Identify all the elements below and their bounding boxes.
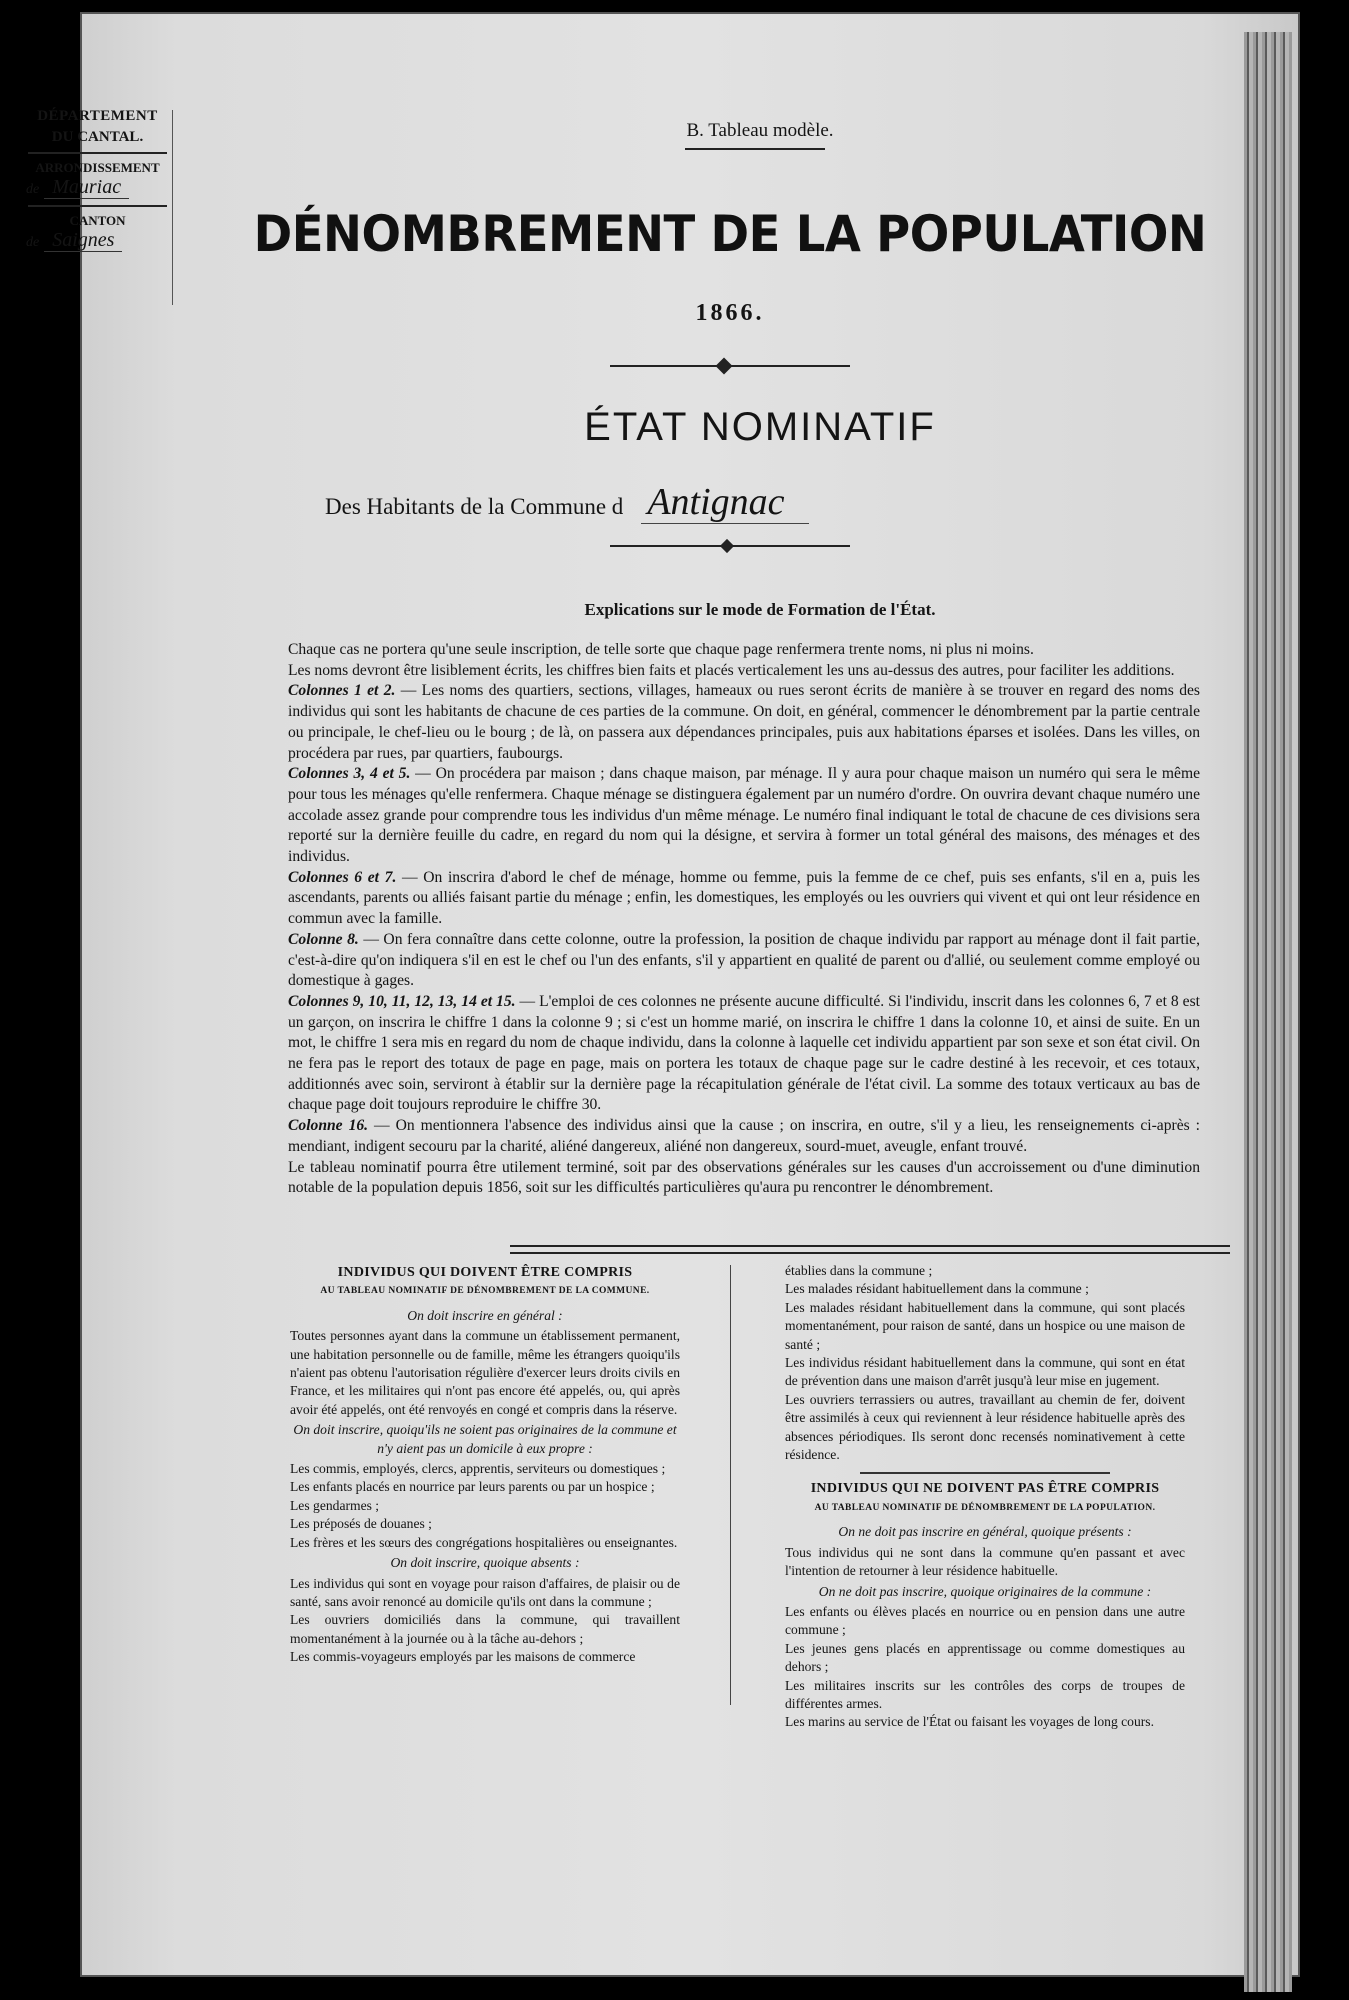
expl-paragraph: Les noms devront être lisiblement écrits, les chiffres bien faits et placés verticalement les uns au-dessus des autres, pour faciliter les additions. bbox=[288, 661, 1175, 679]
arrondissement-prefix: de bbox=[26, 182, 40, 197]
expl-text: — On inscrira d'abord le chef de ménage, homme ou femme, puis la femme de ce chef, puis ses enfants, s'il en a, puis les ascendants, parents ou alliés faisant partie du ménage ; enfin, les domestiques, les employés ou les ouvriers qui vivent et qui ont leur résidence en commun avec la famille. bbox=[288, 868, 1200, 928]
arrondissement-field bbox=[20, 176, 175, 199]
right-column-heading: INDIVIDUS QUI NE DOIVENT PAS ÊTRE COMPRIS bbox=[810, 1481, 1160, 1497]
list-item: Les militaires inscrits sur les contrôles des corps de troupes de différentes armes. bbox=[785, 1677, 1185, 1711]
list-item: Les enfants ou élèves placés en nourrice ou en pension dans une autre commune ; bbox=[785, 1603, 1185, 1638]
left-column-subheading: AU TABLEAU NOMINATIF DE DÉNOMBREMENT DE LA COMMUNE. bbox=[320, 1286, 650, 1297]
header-divider-2 bbox=[28, 205, 167, 207]
administrative-header bbox=[20, 108, 175, 252]
right-column bbox=[785, 1262, 1185, 1732]
expl-label: Colonnes 6 et 7. bbox=[288, 868, 397, 886]
arrondissement-label: ARRONDISSEMENT bbox=[35, 160, 160, 175]
expl-text: — On mentionnera l'absence des individus ainsi que la cause ; on inscrira, en outre, s'il y a lieu, les renseignements ci-après : mendiant, indigent secouru par la charité, aliéné dangereux, aliéné non dangereux, sourd-muet, aveugle, enfant trouvé. bbox=[288, 1117, 1200, 1155]
department-name: DU CANTAL. bbox=[51, 129, 144, 145]
canton-value: Saignes bbox=[44, 229, 122, 252]
list-item: Les malades résidant habituellement dans la commune ; bbox=[785, 1281, 1089, 1297]
expl-columns-3-5 bbox=[288, 764, 1200, 868]
right-column-rule bbox=[860, 1472, 1110, 1474]
expl-columns-6-7 bbox=[288, 868, 1200, 930]
explanations-body bbox=[288, 640, 1200, 1199]
commune-label: Des Habitants de la Commune d bbox=[325, 494, 624, 519]
list-item: Les ouvriers domiciliés dans la commune, qui travaillent momentanément à la journée ou à la tâche au-dehors ; bbox=[290, 1612, 680, 1646]
left-column-heading: INDIVIDUS QUI DOIVENT ÊTRE COMPRIS bbox=[337, 1265, 633, 1280]
column-divider bbox=[730, 1265, 731, 1705]
section-title: On doit inscrire, quoique absents : bbox=[390, 1555, 580, 1571]
department-label: DÉPARTEMENT bbox=[37, 108, 158, 124]
expl-label: Colonnes 1 et 2. bbox=[288, 682, 396, 700]
tableau-underline bbox=[685, 148, 825, 150]
expl-text: — On fera connaître dans cette colonne, outre la profession, la position de chaque individu par rapport au ménage dont il fait partie, c'est-à-dire qu'on indiquera s'il en est le chef ou l'un des enfants, s'il y appartient en qualité de parent ou d'allié, ou seulement comme employé ou domestique à gages. bbox=[288, 930, 1201, 990]
list-item: Les frères et les sœurs des congrégations hospitalières ou enseignantes. bbox=[290, 1534, 678, 1550]
list-item: Les individus résidant habituellement dans la commune, qui sont en état de prévention dans une maison d'arrêt jusqu'à leur mise en jugement. bbox=[785, 1355, 1185, 1389]
expl-text: — On procédera par maison ; dans chaque maison, par ménage. Il y aura pour chaque maison un numéro qui sera le même pour tous les ménages qu'elle renfermera. Chaque ménage se distinguera également par un numéro d'ordre. On ouvrira devant chaque numéro une accolade assez grande pour comprendre tous les individus d'un même ménage. Le numéro final indiquant le total de chacune de ces divisions sera reporté sur la dernière feuille du cadre, en regard du nom qui la désigne, et servira à former un total général des maisons, des ménages et des individus. bbox=[288, 765, 1200, 866]
section-title: On doit inscrire en général : bbox=[407, 1307, 563, 1323]
commune-line bbox=[325, 480, 809, 524]
expl-paragraph: Chaque cas ne portera qu'une seule inscription, de telle sorte que chaque page renfermera trente noms, ni plus ni moins. bbox=[288, 641, 1034, 658]
section-double-rule bbox=[510, 1245, 1230, 1254]
right-column-subheading: AU TABLEAU NOMINATIF DE DÉNOMBREMENT DE LA POPULATION. bbox=[814, 1502, 1156, 1513]
expl-text: — Les noms des quartiers, sections, villages, hameaux ou rues seront écrits de manière à se trouver en regard des noms des individus qui sont les habitants de chacune de ces parties de la commune. On doit, en général, commencer le dénombrement par la partie centrale ou principale, le chef-lieu ou le bourg ; de là, on passera aux dépendances principales, puis aux habitations éparses et isolées. Dans les villes, on procédera par rues, par quartiers, faubourgs. bbox=[288, 682, 1200, 762]
arrondissement-value: Mauriac bbox=[44, 176, 129, 199]
section-text: Toutes personnes ayant dans la commune un établissement permanent, une habitation personnelle ou de famille, même les étrangers quoiqu'ils n'aient pas obtenu l'autorisation régulière d'exercer leurs droits civils en France, et les militaires qui n'ont pas encore été appelés, ou, qui après avoir été appelés, ont été renvoyés en congé et compris dans la réserve. bbox=[290, 1328, 680, 1417]
decorative-rule-2 bbox=[610, 545, 850, 547]
list-item: Les gendarmes ; bbox=[290, 1497, 380, 1513]
canton-prefix: de bbox=[26, 235, 40, 250]
section-text: Tous individus qui ne sont dans la commune qu'en passant et avec l'intention de retourner à leur résidence habituelle. bbox=[785, 1544, 1185, 1579]
census-year: 1866. bbox=[695, 300, 765, 326]
list-item: Les ouvriers terrassiers ou autres, travaillant au chemin de fer, doivent être assimilés à ceux qui reviennent à leur résidence habituelle après des absences périodiques. Ils seront donc recensés nominativement à cette résidence. bbox=[785, 1391, 1185, 1463]
decorative-rule bbox=[610, 365, 850, 367]
section-title: On doit inscrire, quoiqu'ils ne soient pas originaires de la commune et n'y aient pas un domicile à eux propre : bbox=[293, 1422, 677, 1456]
expl-text: — L'emploi de ces colonnes ne présente aucune difficulté. Si l'individu, inscrit dans les colonnes 6, 7 et 8 est un garçon, on inscrira le chiffre 1 dans la colonne 9 ; si c'est un homme marié, on inscrira le chiffre 1 dans la colonne 10, et ainsi de suite. En un mot, le chiffre 1 sera mis en regard du nom de chaque individu, dans la colonne à laquelle cet individu appartient par son sexe et son état civil. On ne fera pas le report des totaux de page en page, mais on portera les totaux de chaque page sur le cadre destiné à les recevoir, et ces totaux, additionnés avec soin, serviront à établir sur la dernière page la récapitulation générale de l'état civil. La somme des totaux verticaux au bas de chaque page doit toujours reproduire le chiffre 30. bbox=[288, 992, 1200, 1114]
canton-label: CANTON bbox=[69, 213, 126, 228]
list-item: Les préposés de douanes ; bbox=[290, 1516, 432, 1532]
expl-label: Colonnes 9, 10, 11, 12, 13, 14 et 15. bbox=[288, 992, 516, 1010]
list-item: Les individus qui sont en voyage pour raison d'affaires, de plaisir ou de santé, sans avoir renoncé au domicile qu'ils ont dans la commune ; bbox=[290, 1575, 680, 1609]
list-item: Les commis-voyageurs employés par les maisons de commerce bbox=[290, 1649, 636, 1665]
section-title: On ne doit pas inscrire, quoique originaires de la commune : bbox=[818, 1583, 1152, 1599]
explanations-heading: Explications sur le mode de Formation de l'État. bbox=[584, 600, 936, 619]
header-vertical-rule bbox=[172, 110, 173, 305]
list-item: Les marins au service de l'État ou faisant les voyages de long cours. bbox=[785, 1714, 1154, 1730]
expl-paragraph: Le tableau nominatif pourra être utilement terminé, soit par des observations générales sur les causes d'un accroissement ou d'une diminution notable de la population depuis 1856, soit sur les difficultés particulières qu'aura pu rencontrer le dénombrement. bbox=[288, 1158, 1200, 1197]
list-item: Les commis, employés, clercs, apprentis, serviteurs ou domestiques ; bbox=[290, 1461, 666, 1477]
section-title: On ne doit pas inscrire en général, quoique présents : bbox=[838, 1524, 1132, 1540]
expl-label: Colonne 8. bbox=[288, 930, 359, 948]
list-item: Les enfants placés en nourrice par leurs parents ou par un hospice ; bbox=[290, 1479, 655, 1495]
expl-label: Colonnes 3, 4 et 5. bbox=[288, 765, 411, 783]
list-item: Les malades résidant habituellement dans la commune, qui sont placés momentanément, pour raison de santé, dans un hospice ou une maison de santé ; bbox=[785, 1299, 1185, 1352]
expl-column-16 bbox=[288, 1116, 1200, 1157]
expl-columns-1-2 bbox=[288, 681, 1200, 764]
main-title: DÉNOMBREMENT DE LA POPULATION bbox=[253, 205, 1207, 263]
expl-column-8 bbox=[288, 930, 1200, 992]
subtitle: ÉTAT NOMINATIF bbox=[584, 405, 936, 449]
commune-value: Antignac bbox=[641, 481, 808, 524]
canton-field bbox=[20, 229, 175, 252]
left-column bbox=[290, 1262, 680, 1667]
tableau-label: B. Tableau modèle. bbox=[686, 120, 834, 141]
list-item: établies dans la commune ; bbox=[785, 1263, 933, 1278]
header-divider bbox=[28, 152, 167, 154]
list-item: Les jeunes gens placés en apprentissage ou comme domestiques au dehors ; bbox=[785, 1640, 1185, 1675]
expl-label: Colonne 16. bbox=[288, 1117, 369, 1135]
page-edge-stack bbox=[1244, 32, 1292, 1992]
expl-columns-9-15 bbox=[288, 992, 1200, 1116]
